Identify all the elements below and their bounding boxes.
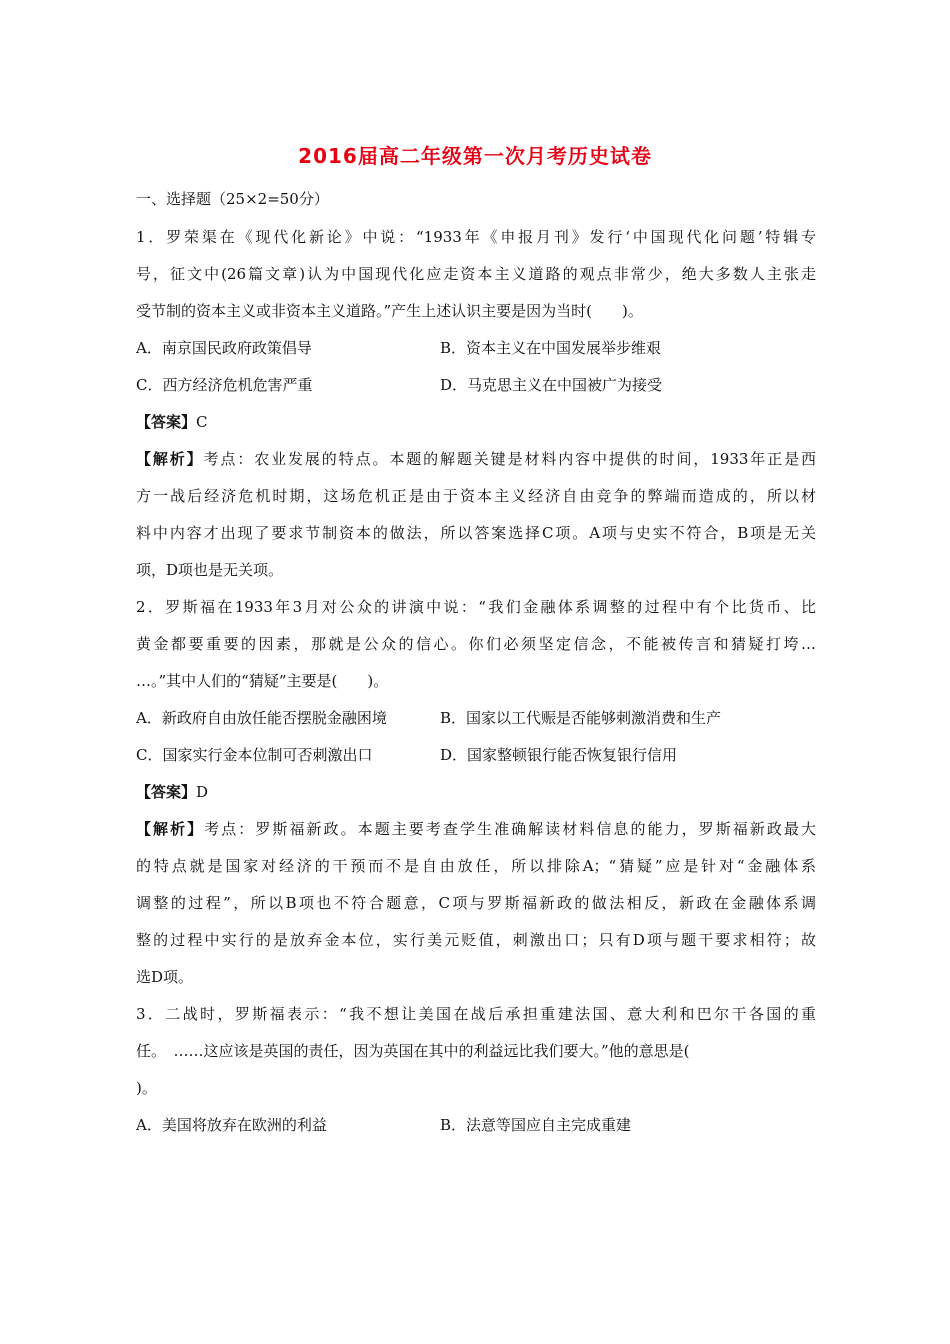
q1-stem-line-1: 1．罗荣渠在《现代化新论》中说：“1933年《申报月刊》发行‘中国现代化问题’特辑专 <box>136 228 816 246</box>
q2-answer-value: D <box>196 783 209 801</box>
q2-options-row-2 <box>136 744 816 766</box>
q3-option-b: B．法意等国应自主完成重建 <box>440 1116 632 1134</box>
q1-stem-line-2: 号，征文中(26篇文章)认为中国现代化应走资本主义道路的观点非常少，绝大多数人主张走 <box>136 265 816 283</box>
q1-analysis-text-1: 考点：农业发展的特点。本题的解题关键是材料内容中提供的时间，1933年正是西 <box>203 450 816 468</box>
q1-analysis-line-1 <box>136 448 816 470</box>
q1-answer-label: 【答案】 <box>136 413 197 431</box>
q2-option-c: C．国家实行金本位制可否刺激出口 <box>136 746 373 764</box>
exam-title: 2016届高二年级第一次月考历史试卷 <box>298 144 652 168</box>
q1-option-a: A．南京国民政府政策倡导 <box>136 339 312 357</box>
q1-option-c: C．西方经济危机危害严重 <box>136 376 313 394</box>
q1-analysis-line-3: 料中内容才出现了要求节制资本的做法，所以答案选择C项。A项与史实不符合，B项是无关 <box>136 524 816 542</box>
q1-answer-value: C <box>196 413 208 431</box>
q2-option-b: B．国家以工代赈是否能够刺激消费和生产 <box>440 709 722 727</box>
q2-analysis-label: 【解析】 <box>136 820 205 838</box>
q2-analysis-text-1: 考点：罗斯福新政。本题主要考查学生准确解读材料信息的能力，罗斯福新政最大 <box>204 820 816 838</box>
q1-option-b: B．资本主义在中国发展举步维艰 <box>440 339 662 357</box>
section-heading: 一、选择题（25×2=50分） <box>136 190 329 208</box>
q2-stem-line-1: 2．罗斯福在1933年3月对公众的讲演中说：“我们金融体系调整的过程中有个比货币、比 <box>136 598 816 616</box>
q1-options-row-2 <box>136 374 816 396</box>
q1-answer <box>136 411 816 433</box>
q2-stem-line-3: …。”其中人们的“猜疑”主要是( )。 <box>136 672 389 690</box>
q3-options-row-1 <box>136 1114 816 1136</box>
q3-stem-line-3: )。 <box>136 1079 157 1097</box>
q2-analysis-line-5: 选D项。 <box>136 968 194 986</box>
q2-answer-label: 【答案】 <box>136 783 197 801</box>
q3-option-a: A．美国将放弃在欧洲的利益 <box>136 1116 327 1134</box>
q2-option-a: A．新政府自由放任能否摆脱金融困境 <box>136 709 387 727</box>
q2-answer <box>136 781 816 803</box>
q1-analysis-line-4: 项，D项也是无关项。 <box>136 561 284 579</box>
q1-analysis-label: 【解析】 <box>136 450 204 468</box>
q3-stem-line-2: 任。 ……这应该是英国的责任，因为英国在其中的利益远比我们要大。”他的意思是( <box>136 1042 690 1060</box>
q1-stem-line-3: 受节制的资本主义或非资本主义道路。”产生上述认识主要是因为当时( )。 <box>136 302 643 320</box>
q1-option-d: D．马克思主义在中国被广为接受 <box>440 376 663 394</box>
q2-analysis-line-3: 调整的过程”，所以B项也不符合题意，C项与罗斯福新政的做法相反，新政在金融体系调 <box>136 894 816 912</box>
q2-analysis-line-1 <box>136 818 816 840</box>
q2-analysis-line-2: 的特点就是国家对经济的干预而不是自由放任，所以排除A；“猜疑”应是针对“金融体系 <box>136 857 816 875</box>
q1-analysis-line-2: 方一战后经济危机时期，这场危机正是由于资本主义经济自由竞争的弊端而造成的，所以材 <box>136 487 816 505</box>
q2-option-d: D．国家整顿银行能否恢复银行信用 <box>440 746 678 764</box>
q2-analysis-line-4: 整的过程中实行的是放弃金本位，实行美元贬值，刺激出口；只有D项与题干要求相符；故 <box>136 931 816 949</box>
q2-options-row-1 <box>136 707 816 729</box>
q1-options-row-1 <box>136 337 816 359</box>
q3-stem-line-1: 3．二战时，罗斯福表示：“我不想让美国在战后承担重建法国、意大利和巴尔干各国的重 <box>136 1005 816 1023</box>
q2-stem-line-2: 黄金都要重要的因素，那就是公众的信心。你们必须坚定信念，不能被传言和猜疑打垮… <box>136 635 816 653</box>
